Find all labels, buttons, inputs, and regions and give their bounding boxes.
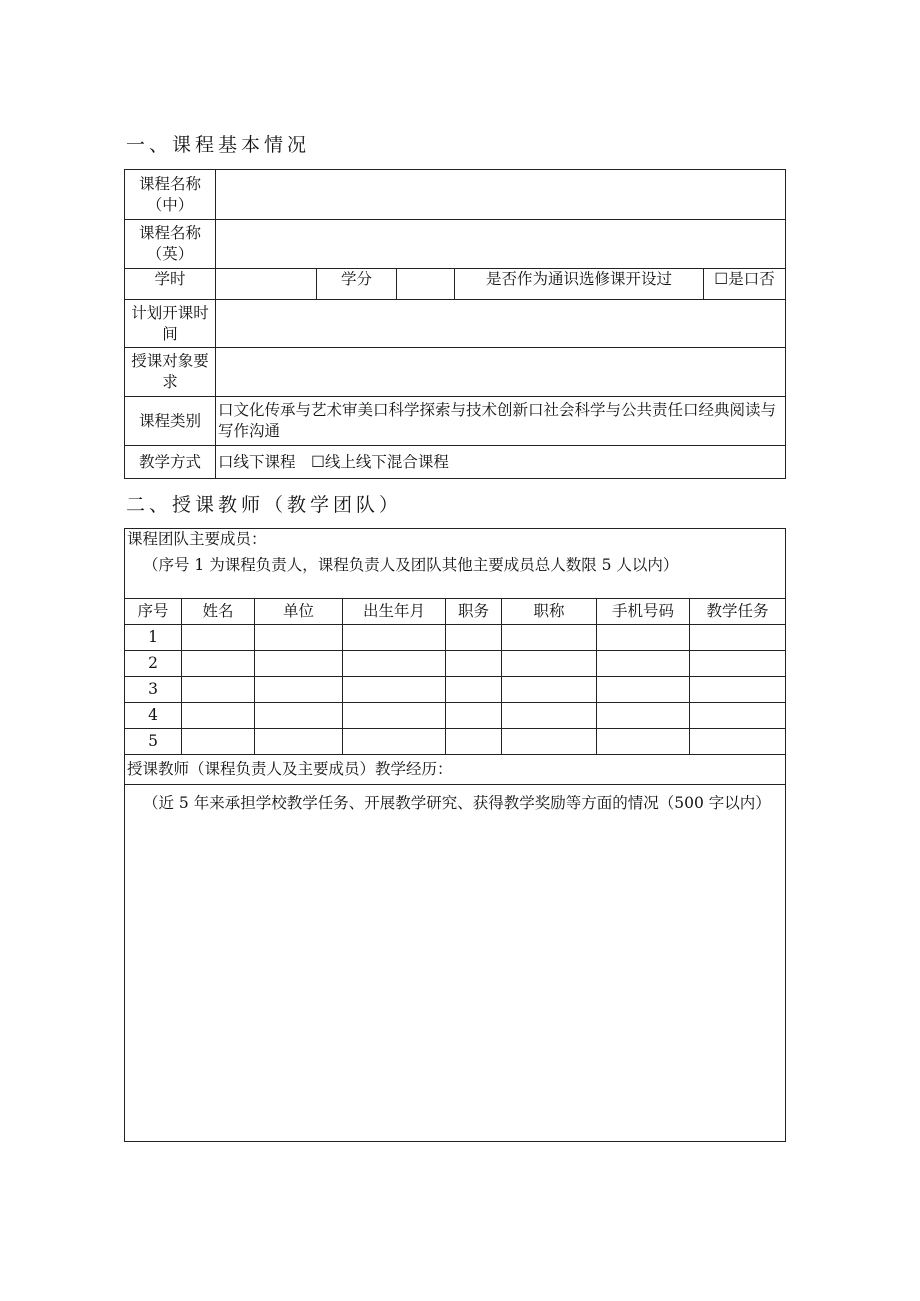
- unit-field[interactable]: [255, 677, 343, 703]
- title-field[interactable]: [502, 625, 597, 651]
- name-field[interactable]: [182, 677, 255, 703]
- phone-field[interactable]: [597, 625, 690, 651]
- name-field[interactable]: [182, 651, 255, 677]
- phone-field[interactable]: [597, 703, 690, 729]
- course-name-zh-field[interactable]: [216, 170, 786, 220]
- course-name-en-field[interactable]: [216, 220, 786, 269]
- task-field[interactable]: [690, 651, 786, 677]
- task-field[interactable]: [690, 677, 786, 703]
- experience-field[interactable]: （近 5 年来承担学校教学任务、开展教学研究、获得教学奖励等方面的情况（500 字以内）: [125, 785, 786, 1142]
- phone-field[interactable]: [597, 677, 690, 703]
- experience-label: 授课教师（课程负责人及主要成员）教学经历：: [125, 755, 786, 785]
- category-options[interactable]: 口文化传承与艺术审美口科学探索与技术创新口社会科学与公共责任口经典阅读与写作沟通: [216, 397, 786, 446]
- position-field[interactable]: [446, 677, 502, 703]
- col-header-index: 序号: [125, 599, 182, 625]
- table-row: [125, 651, 786, 677]
- position-field[interactable]: [446, 729, 502, 755]
- hours-field[interactable]: [216, 269, 317, 300]
- row-index: 2: [125, 651, 182, 677]
- position-field[interactable]: [446, 703, 502, 729]
- credits-label: 学分: [317, 269, 397, 300]
- teaching-team-table: [124, 528, 786, 1142]
- team-members-cell: [125, 529, 786, 599]
- title-field[interactable]: [502, 729, 597, 755]
- col-header-unit: 单位: [255, 599, 343, 625]
- unit-field[interactable]: [255, 703, 343, 729]
- task-field[interactable]: [690, 703, 786, 729]
- title-field[interactable]: [502, 703, 597, 729]
- audience-label: 授课对象要求: [125, 348, 216, 397]
- general-ed-label: 是否作为通识选修课开设过: [455, 269, 704, 300]
- task-field[interactable]: [690, 729, 786, 755]
- position-field[interactable]: [446, 651, 502, 677]
- position-field[interactable]: [446, 625, 502, 651]
- category-label: 课程类别: [125, 397, 216, 446]
- course-name-en-label: 课程名称（英）: [125, 220, 216, 269]
- title-field[interactable]: [502, 677, 597, 703]
- name-field[interactable]: [182, 703, 255, 729]
- course-basic-info-table: [124, 169, 786, 479]
- credits-field[interactable]: [397, 269, 455, 300]
- audience-field[interactable]: [216, 348, 786, 397]
- col-header-title: 职称: [502, 599, 597, 625]
- course-name-zh-label: 课程名称（中）: [125, 170, 216, 220]
- schedule-label: 计划开课时间: [125, 300, 216, 348]
- birth-field[interactable]: [343, 677, 446, 703]
- col-header-birth: 出生年月: [343, 599, 446, 625]
- table-row: [125, 729, 786, 755]
- col-header-name: 姓名: [182, 599, 255, 625]
- team-members-note: （序号 1 为课程负责人，课程负责人及团队其他主要成员总人数限 5 人以内）: [143, 556, 679, 574]
- unit-field[interactable]: [255, 729, 343, 755]
- section1-heading: 一、课程基本情况: [126, 134, 311, 156]
- table-row: [125, 677, 786, 703]
- section2-heading: 二、授课教师（教学团队）: [126, 494, 403, 516]
- col-header-task: 教学任务: [690, 599, 786, 625]
- row-index: 1: [125, 625, 182, 651]
- title-field[interactable]: [502, 651, 597, 677]
- birth-field[interactable]: [343, 729, 446, 755]
- row-index: 3: [125, 677, 182, 703]
- mode-label: 教学方式: [125, 446, 216, 479]
- mode-options[interactable]: 口线下课程 ☐线上线下混合课程: [216, 446, 786, 479]
- phone-field[interactable]: [597, 651, 690, 677]
- table-row: [125, 703, 786, 729]
- name-field[interactable]: [182, 729, 255, 755]
- unit-field[interactable]: [255, 651, 343, 677]
- col-header-position: 职务: [446, 599, 502, 625]
- general-ed-options[interactable]: ☐是口否: [704, 269, 786, 300]
- task-field[interactable]: [690, 625, 786, 651]
- team-members-label: 课程团队主要成员：: [127, 530, 267, 548]
- schedule-field[interactable]: [216, 300, 786, 348]
- row-index: 5: [125, 729, 182, 755]
- table-row: [125, 625, 786, 651]
- row-index: 4: [125, 703, 182, 729]
- birth-field[interactable]: [343, 625, 446, 651]
- name-field[interactable]: [182, 625, 255, 651]
- birth-field[interactable]: [343, 703, 446, 729]
- hours-label: 学时: [125, 269, 216, 300]
- col-header-phone: 手机号码: [597, 599, 690, 625]
- unit-field[interactable]: [255, 625, 343, 651]
- birth-field[interactable]: [343, 651, 446, 677]
- phone-field[interactable]: [597, 729, 690, 755]
